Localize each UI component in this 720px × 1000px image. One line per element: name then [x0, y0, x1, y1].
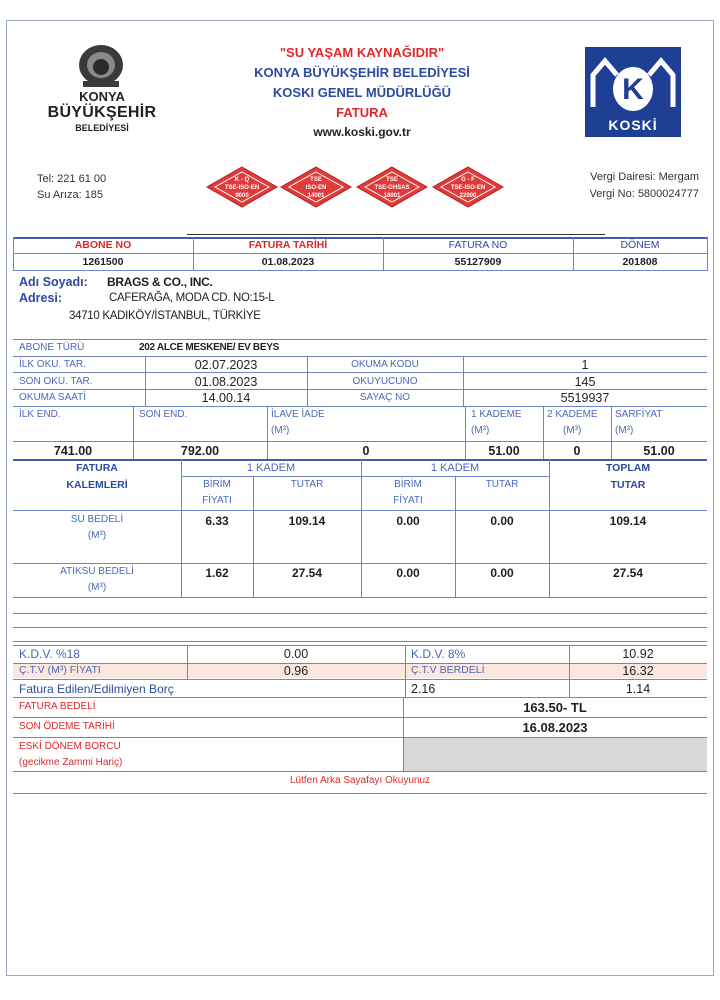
- certificate-text: 14001: [307, 193, 325, 199]
- footer-note: Lütfen Arka Sayafayı Okuyunuz: [289, 775, 431, 786]
- fatura-kalemleri-label-1: FATURA: [76, 462, 118, 474]
- certificate-text: 9000: [235, 193, 249, 199]
- org-line2: KOSKI GENEL MÜDÜRLÜĞÜ: [272, 85, 452, 100]
- certificate-diamond-icon: [355, 165, 429, 209]
- koski-logo-text: KOSKİ: [608, 117, 658, 133]
- item-atiksu-tutar2: 0.00: [490, 566, 514, 580]
- kademe2-value: 0: [573, 444, 581, 458]
- certificate-text: TSE: [386, 177, 398, 183]
- fatura-no-value: 55127909: [454, 256, 502, 268]
- certificate-text: 22000: [459, 193, 477, 199]
- kademe1-unit: (M³): [471, 425, 490, 436]
- slogan: "SU YAŞAM KAYNAĞIDIR": [279, 45, 445, 60]
- kademe1-label: 1 KADEME: [471, 409, 522, 420]
- son-endeks-value: 792.00: [180, 444, 220, 458]
- ilk-endeks-label: İLK END.: [19, 409, 61, 420]
- kademe1-value: 51.00: [488, 444, 520, 458]
- municipality-name-line1: KONYA: [79, 89, 125, 104]
- customer-address-line2: 34710 KADIKÖY/İSTANBUL, TÜRKİYE: [69, 310, 261, 322]
- certificate-diamond-icon: [431, 165, 505, 209]
- abone-turu-label: ABONE TÜRÜ: [19, 342, 85, 353]
- certificate-text: K - Q: [234, 177, 250, 183]
- okuma-kodu-value: 1: [581, 358, 589, 372]
- toplam-tutar-label-2: TUTAR: [610, 479, 646, 491]
- certificate-text: 18001: [383, 193, 401, 199]
- fatura-no-label: FATURA NO: [448, 239, 508, 251]
- customer-address-label: Adresi:: [19, 291, 63, 305]
- certification-badge: [205, 165, 279, 209]
- kadem1-header: 1 KADEM: [246, 462, 296, 474]
- item-su-tutar1: 109.14: [288, 514, 326, 528]
- kademe2-unit: (M³): [563, 425, 582, 436]
- ilave-iade-unit: (M³): [271, 425, 290, 436]
- abone-no-label: ABONE NO: [74, 239, 132, 251]
- toplam-tutar-label-1: TOPLAM: [605, 462, 651, 474]
- signature-line: [187, 234, 605, 235]
- eski-borc-grey-box: [403, 737, 707, 771]
- kdv8-label: K.D.V. 8%: [411, 647, 466, 661]
- ctv-fiyat-label: Ç.T.V (M³) FİYATI: [19, 664, 101, 676]
- borc-label: Fatura Edilen/Edilmiyen Borç: [19, 682, 174, 696]
- tutar1-label: TUTAR: [290, 479, 324, 490]
- org-line1: KONYA BÜYÜKŞEHİR BELEDİYESİ: [254, 65, 470, 80]
- item-atiksu-bedeli-unit: (M³): [87, 582, 107, 593]
- ctv-bedel-value: 16.32: [622, 664, 654, 678]
- tax-number: Vergi No: 5800024777: [589, 188, 699, 200]
- birim1-label-2: FİYATI: [202, 495, 232, 506]
- municipality-name-line3: BELEDİYESİ: [75, 123, 129, 133]
- customer-address-line1: CAFERAĞA, MODA CD. NO:15-L: [109, 292, 275, 304]
- okuma-kodu-label: OKUMA KODU: [351, 359, 419, 370]
- sarfiyat-unit: (M³): [615, 425, 634, 436]
- birim2-label-2: FİYATI: [393, 495, 423, 506]
- certification-badge: [279, 165, 353, 209]
- ilave-iade-label: İLAVE İADE: [271, 409, 325, 420]
- item-atiksu-birim1: 1.62: [205, 566, 229, 580]
- certification-badge: [431, 165, 505, 209]
- fatura-bedeli-value: 163.50- TL: [523, 700, 587, 715]
- eski-borc-label-2: (gecikme Zammi Hariç): [19, 757, 123, 768]
- customer-name: BRAGS & CO., INC.: [107, 275, 213, 289]
- sarfiyat-label: SARFİYAT: [615, 409, 663, 420]
- certificate-text: TSE-ISO-EN: [450, 185, 486, 191]
- item-su-bedeli-unit: (M³): [87, 530, 107, 541]
- ctv-fiyat-value: 0.96: [283, 664, 309, 678]
- koski-logo: [585, 47, 681, 137]
- certificate-diamond-icon: [279, 165, 353, 209]
- municipality-name-line2: BÜYÜKŞEHİR: [47, 104, 157, 121]
- item-su-birim1: 6.33: [205, 514, 229, 528]
- certificate-text: TSE-OHSAS: [374, 185, 410, 191]
- koski-logo-letter: K: [622, 73, 644, 106]
- son-okuma-label: SON OKU. TAR.: [19, 376, 93, 387]
- sayac-no-value: 5519937: [560, 391, 610, 405]
- son-odeme-label: SON ÖDEME TARİHİ: [19, 721, 115, 732]
- ilk-okuma-value: 02.07.2023: [194, 358, 258, 372]
- ilave-iade-value: 0: [362, 444, 370, 458]
- fault-phone: Su Arıza: 185: [37, 189, 104, 201]
- kademe2-label: 2 KADEME: [547, 409, 598, 420]
- invoice-sheet: [6, 20, 714, 976]
- okuma-saati-label: OKUMA SAATİ: [19, 392, 87, 403]
- eski-borc-label-1: ESKİ DÖNEM BORCU: [19, 741, 121, 752]
- item-atiksu-tutar1: 27.54: [291, 566, 323, 580]
- donem-label: DÖNEM: [620, 239, 660, 251]
- kadem2-header: 1 KADEM: [430, 462, 480, 474]
- item-su-toplam: 109.14: [609, 514, 647, 528]
- certificate-diamond-icon: [205, 165, 279, 209]
- kdv8-value: 10.92: [622, 647, 654, 661]
- certification-badge: [355, 165, 429, 209]
- tax-office: Vergi Dairesi: Mergam: [590, 171, 699, 183]
- son-endeks-label: SON END.: [139, 409, 188, 420]
- kdv18-label: K.D.V. %18: [19, 647, 80, 661]
- son-okuma-value: 01.08.2023: [194, 375, 258, 389]
- kdv18-value: 0.00: [283, 647, 309, 661]
- item-su-birim2: 0.00: [396, 514, 420, 528]
- sarfiyat-value: 51.00: [643, 444, 675, 458]
- item-atiksu-toplam: 27.54: [612, 566, 644, 580]
- fatura-bedeli-label: FATURA BEDELİ: [19, 701, 96, 712]
- fatura-kalemleri-label-2: KALEMLERİ: [66, 479, 128, 491]
- borc-value-2: 1.14: [625, 682, 651, 696]
- ilk-endeks-value: 741.00: [53, 444, 93, 458]
- item-atiksu-bedeli-label: ATIKSU BEDELİ: [60, 566, 134, 577]
- certificate-text: G - F: [461, 177, 475, 183]
- fatura-tarihi-label: FATURA TARİHİ: [248, 239, 328, 251]
- okuma-saati-value: 14.00.14: [201, 391, 251, 405]
- certificate-text: TSE: [310, 177, 322, 183]
- borc-value-1: 2.16: [411, 682, 436, 696]
- okuyucu-label: OKUYUCUNO: [352, 376, 418, 387]
- item-su-bedeli-label: SU BEDELİ: [70, 514, 124, 525]
- okuyucu-value: 145: [574, 375, 596, 389]
- donem-value: 201808: [622, 256, 658, 268]
- item-su-tutar2: 0.00: [490, 514, 514, 528]
- fatura-tarihi-value: 01.08.2023: [261, 256, 315, 268]
- municipality-logo: [47, 43, 157, 153]
- abone-turu-value: 202 ALCE MESKENE/ EV BEYS: [139, 342, 279, 353]
- phone: Tel: 221 61 00: [37, 173, 107, 185]
- birim2-label-1: BİRİM: [394, 479, 422, 490]
- item-atiksu-birim2: 0.00: [396, 566, 420, 580]
- certificate-text: ISO-EN: [305, 185, 327, 191]
- customer-name-label: Adı Soyadı:: [19, 275, 88, 289]
- abone-no-value: 1261500: [82, 256, 124, 268]
- son-odeme-value: 16.08.2023: [522, 720, 588, 735]
- ctv-bedel-label: Ç.T.V BERDELİ: [411, 664, 485, 676]
- certificate-text: TSE-ISO-EN: [224, 185, 260, 191]
- birim1-label-1: BİRİM: [203, 479, 231, 490]
- lion-emblem-icon: [71, 43, 131, 89]
- website: www.koski.gov.tr: [313, 125, 411, 139]
- sayac-no-label: SAYAÇ NO: [359, 392, 411, 403]
- ilk-okuma-label: İLK OKU. TAR.: [19, 359, 86, 370]
- document-title: FATURA: [336, 105, 388, 120]
- tutar2-label: TUTAR: [485, 479, 519, 490]
